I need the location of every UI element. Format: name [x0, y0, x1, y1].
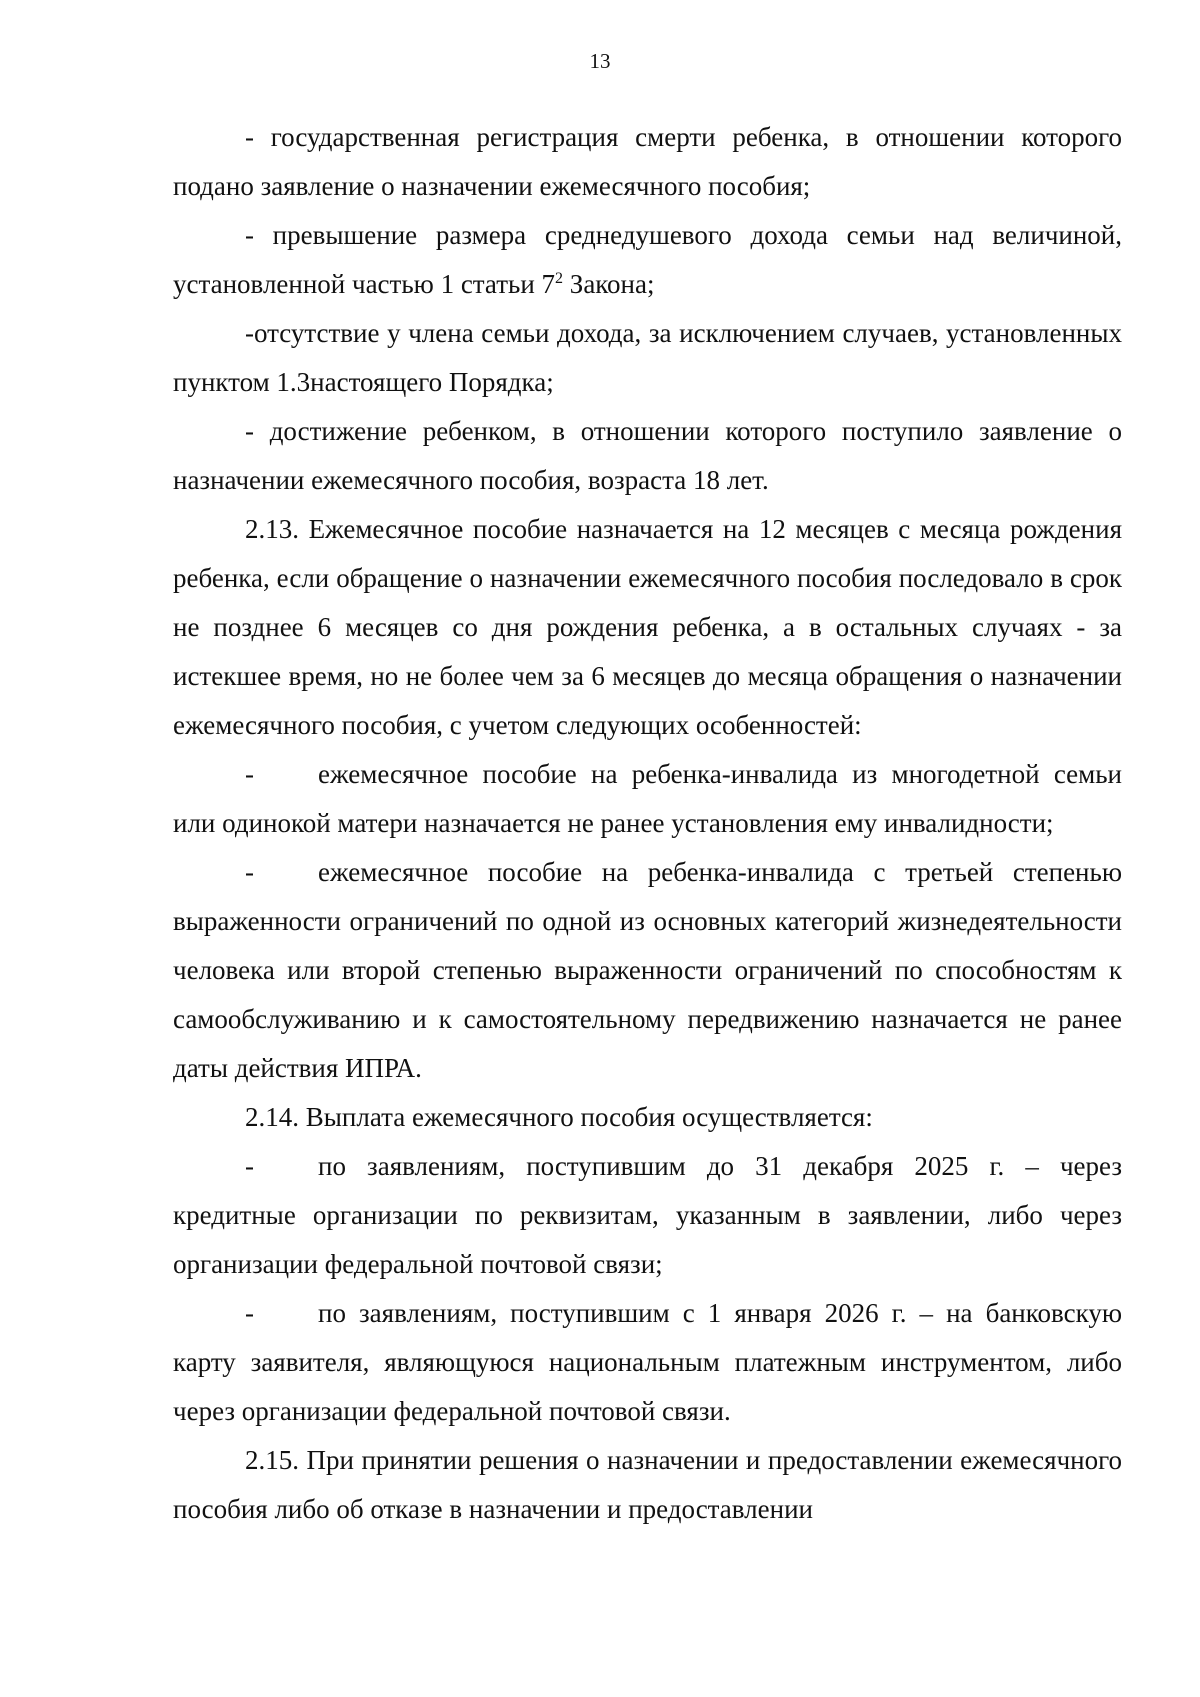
- list-item-text: по заявлениям, поступившим с 1 января 2026 г. – на банковскую карту заявителя, являющуюся национальным платежным инструментом, либо через организации федеральной почтовой связи.: [173, 1298, 1122, 1426]
- list-item-text: по заявлениям, поступившим до 31 декабря 2025 г. – через кредитные организации по реквизитам, указанным в заявлении, либо через организации федеральной почтовой связи;: [173, 1151, 1122, 1279]
- paragraph-no-income: -отсутствие у члена семьи дохода, за исключением случаев, установленных пунктом 1.3настоящего Порядка;: [173, 318, 1122, 397]
- list-item-before-2025: [173, 1142, 1122, 1289]
- list-item-disabled-child-third-degree: [173, 848, 1122, 1093]
- paragraph-2-13: 2.13. Ежемесячное пособие назначается на 12 месяцев с месяца рождения ребенка, если обращение о назначении ежемесячного пособия последовало в срок не позднее 6 месяцев со дня рождения ребенка, а в остальных случаях - за истекшее время, но не более чем за 6 месяцев до месяца обращения о назначении ежемесячного пособия, с учетом следующих особенностей:: [173, 514, 1122, 740]
- list-item-disabled-child-large-family: [173, 750, 1122, 848]
- paragraph-income-exceeds-text: - превышение размера среднедушевого дохода семьи над величиной, установленной частью 1 статьи 7: [173, 220, 1122, 299]
- list-item-from-2026: [173, 1289, 1122, 1436]
- list-dash: -: [245, 857, 254, 887]
- paragraph-age-18: - достижение ребенком, в отношении которого поступило заявление о назначении ежемесячного пособия, возраста 18 лет.: [173, 416, 1122, 495]
- paragraph-2-15: 2.15. При принятии решения о назначении и предоставлении ежемесячного пособия либо об отказе в назначении и предоставлении: [173, 1445, 1122, 1524]
- list-dash: -: [245, 1298, 254, 1328]
- paragraph-income-exceeds: [173, 211, 1122, 309]
- law-article-superscript: 2: [555, 270, 564, 287]
- list-item-text: ежемесячное пособие на ребенка-инвалида из многодетной семьи или одинокой матери назначается не ранее установления ему инвалидности;: [173, 759, 1122, 838]
- paragraph-income-exceeds-tail: Закона;: [563, 269, 655, 299]
- paragraph-death-registration: - государственная регистрация смерти ребенка, в отношении которого подано заявление о назначении ежемесячного пособия;: [173, 122, 1122, 201]
- list-dash: -: [245, 759, 254, 789]
- paragraph-2-14: 2.14. Выплата ежемесячного пособия осуществляется:: [245, 1102, 873, 1132]
- document-body: [173, 113, 1122, 1534]
- page-number: 13: [589, 49, 611, 73]
- list-item-text: ежемесячное пособие на ребенка-инвалида с третьей степенью выраженности ограничений по одной из основных категорий жизнедеятельности человека или второй степенью выраженности ограничений по способностям к самообслуживанию и к самостоятельному передвижению назначается не ранее даты действия ИПРА.: [173, 857, 1122, 1083]
- list-dash: -: [245, 1151, 254, 1181]
